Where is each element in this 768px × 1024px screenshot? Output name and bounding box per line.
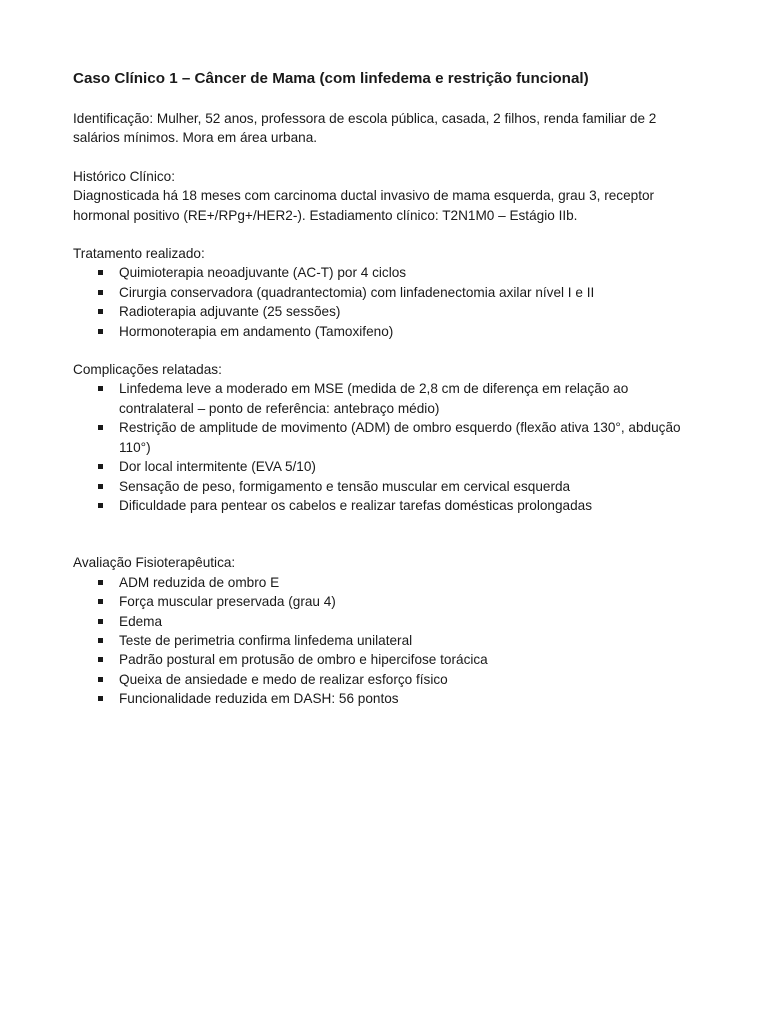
list-item: [73, 631, 703, 650]
bullet-icon: [98, 290, 103, 295]
list-item: [73, 322, 703, 341]
bullet-icon: [98, 503, 103, 508]
list-item: [73, 573, 703, 592]
bullet-icon: [98, 425, 103, 430]
bullet-icon: [98, 484, 103, 489]
complications-heading: Complicações relatadas:: [73, 362, 222, 378]
assessment-heading: Avaliação Fisioterapêutica:: [73, 555, 236, 571]
list-item-text: Restrição de amplitude de movimento (ADM) de ombro esquerdo (flexão ativa 130°, abdução 110°): [119, 420, 681, 455]
list-item: [73, 283, 703, 302]
list-item: [73, 689, 703, 708]
list-item: [73, 496, 703, 515]
bullet-icon: [98, 677, 103, 682]
list-item-text: Dificuldade para pentear os cabelos e realizar tarefas domésticas prolongadas: [119, 497, 593, 513]
document-page: [73, 68, 703, 728]
history-section: [73, 167, 703, 225]
list-item-text: Queixa de ansiedade e medo de realizar esforço físico: [119, 671, 448, 687]
list-item-text: Dor local intermitente (EVA 5/10): [119, 459, 316, 475]
list-item-text: Radioterapia adjuvante (25 sessões): [119, 304, 341, 320]
identification-paragraph: Identificação: Mulher, 52 anos, professora de escola pública, casada, 2 filhos, renda familiar de 2 salários mínimos. Mora em área urbana.: [73, 111, 657, 146]
list-item-text: Quimioterapia neoadjuvante (AC-T) por 4 ciclos: [119, 265, 407, 281]
bullet-icon: [98, 580, 103, 585]
list-item-text: Edema: [119, 613, 163, 629]
list-item: [73, 302, 703, 321]
list-item: [73, 670, 703, 689]
bullet-icon: [98, 270, 103, 275]
list-item-text: Cirurgia conservadora (quadrantectomia) com linfadenectomia axilar nível I e II: [119, 284, 595, 300]
list-item-text: Sensação de peso, formigamento e tensão muscular em cervical esquerda: [119, 478, 571, 494]
list-item: [73, 477, 703, 496]
list-item-text: Linfedema leve a moderado em MSE (medida de 2,8 cm de diferença em relação ao contralateral – ponto de referência: antebraço médio): [119, 381, 629, 416]
complications-list: [73, 379, 703, 515]
list-item: [73, 263, 703, 282]
bullet-icon: [98, 309, 103, 314]
list-item: [73, 457, 703, 476]
list-item: [73, 592, 703, 611]
assessment-section: [73, 553, 703, 708]
history-text: Diagnosticada há 18 meses com carcinoma ductal invasivo de mama esquerda, grau 3, receptor hormonal positivo (RE+/RPg+/HER2-). Estadiamento clínico: T2N1M0 – Estágio IIb.: [73, 188, 655, 223]
treatment-list: [73, 263, 703, 341]
document-title: Caso Clínico 1 – Câncer de Mama (com linfedema e restrição funcional): [73, 70, 589, 87]
list-item: [73, 418, 703, 457]
bullet-icon: [98, 599, 103, 604]
list-item-text: Hormonoterapia em andamento (Tamoxifeno): [119, 323, 394, 339]
bullet-icon: [98, 386, 103, 391]
bullet-icon: [98, 696, 103, 701]
list-item-text: Funcionalidade reduzida em DASH: 56 pontos: [119, 691, 399, 707]
treatment-heading: Tratamento realizado:: [73, 246, 205, 262]
treatment-section: [73, 244, 703, 341]
bullet-icon: [98, 638, 103, 643]
bullet-icon: [98, 657, 103, 662]
list-item-text: Padrão postural em protusão de ombro e hipercifose torácica: [119, 652, 488, 668]
bullet-icon: [98, 464, 103, 469]
history-heading: Histórico Clínico:: [73, 168, 175, 184]
complications-section: [73, 360, 703, 515]
list-item-text: Teste de perimetria confirma linfedema unilateral: [119, 632, 413, 648]
list-item-text: Força muscular preservada (grau 4): [119, 594, 336, 610]
assessment-list: [73, 573, 703, 709]
list-item: [73, 379, 703, 418]
list-item: [73, 612, 703, 631]
bullet-icon: [98, 329, 103, 334]
list-item-text: ADM reduzida de ombro E: [119, 574, 280, 590]
list-item: [73, 650, 703, 669]
bullet-icon: [98, 619, 103, 624]
